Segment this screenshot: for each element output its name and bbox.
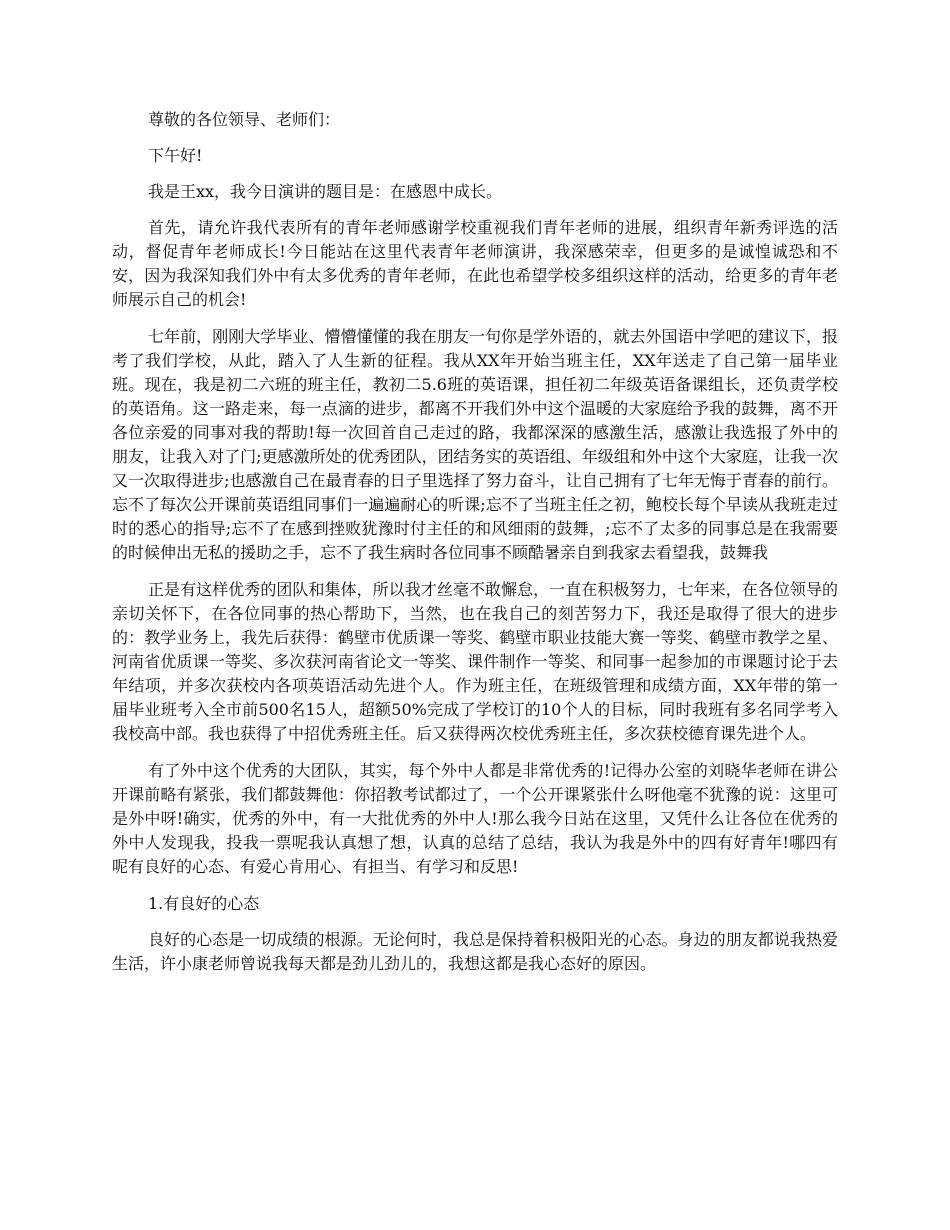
section-heading: 1.有良好的心态 — [148, 894, 260, 913]
paragraph-four-qualities: 有了外中这个优秀的大团队，其实，每个外中人都是非常优秀的!记得办公室的刘晓华老师在讲公开课前略有紧张，我们都鼓舞他：你招教考试都过了，一个公开课紧张什么呀他毫不犹豫的说：这里可是外中呀!确实，优秀的外中，有一大批优秀的外中人!那么我今日站在这里，又凭什么让各位在优秀的外中人发现我，投我一票呢我认真想了想，认真的总结了总结，我认为我是外中的四有好青年!哪四有呢有良好的心态、有爱心肯用心、有担当、有学习和反思! — [112, 761, 838, 876]
salutation: 尊敬的各位领导、老师们： — [148, 110, 341, 129]
paragraph-seven-years: 七年前，刚刚大学毕业、懵懵懂懂的我在朋友一句你是学外语的，就去外国语中学吧的建议下，报考了我们学校，从此，踏入了人生新的征程。我从XX年开始当班主任，XX年送走了自己第一届毕业班。现在，我是初二六班的班主任，教初二5.6班的英语课，担任初二年级英语备课组长，还负责学校的英语角。这一路走来，每一点滴的进步，都离不开我们外中这个温暖的大家庭给予我的鼓舞，离不开各位亲爱的同事对我的帮助!每一次回首自己走过的路，我都深深的感激生活，感激让我选报了外中的朋友，让我入对了门;更感激所处的优秀团队，团结务实的英语组、年级组和外中这个大家庭，让我一次又一次取得进步;也感激自己在最青春的日子里选择了努力奋斗，让自己拥有了七年无悔于青春的前行。忘不了每次公开课前英语组同事们一遍遍耐心的听课;忘不了当班主任之初，鲍校长每个早读从我班走过时的悉心的指导;忘不了在感到挫败犹豫时付主任的和风细雨的鼓舞，;忘不了太多的同事总是在我需要的时候伸出无私的援助之手，忘不了我生病时各位同事不顾酷暑亲自到我家去看望我，鼓舞我 — [112, 327, 838, 562]
paragraph-attitude: 良好的心态是一切成绩的根源。无论何时，我总是保持着积极阳光的心态。身边的朋友都说我热爱生活，许小康老师曾说我每天都是劲儿劲儿的，我想这都是我心态好的原因。 — [112, 930, 838, 973]
paragraph-thanks: 首先，请允许我代表所有的青年老师感谢学校重视我们青年老师的进展，组织青年新秀评选的活动，督促青年老师成长!今日能站在这里代表青年老师演讲，我深感荣幸，但更多的是诚惶诚恐和不安，因为我深知我们外中有太多优秀的青年老师，在此也希望学校多组织这样的活动，给更多的青年老师展示自己的机会! — [112, 218, 838, 309]
speech-title-line: 我是王xx，我今日演讲的题目是：在感恩中成长。 — [148, 182, 503, 201]
document-body — [112, 108, 838, 989]
greeting: 下午好! — [148, 146, 203, 165]
paragraph-achievements: 正是有这样优秀的团队和集体，所以我才丝毫不敢懈怠，一直在积极努力，七年来，在各位领导的亲切关怀下，在各位同事的热心帮助下，当然，也在我自己的刻苦努力下，我还是取得了很大的进步的：教学业务上，我先后获得：鹤壁市优质课一等奖、鹤壁市职业技能大赛一等奖、鹤壁市教学之星、河南省优质课一等奖、多次获河南省论文一等奖、课件制作一等奖、和同事一起参加的市课题讨论于去年结项，并多次获校内各项英语活动先进个人。作为班主任，在班级管理和成绩方面，XX年带的第一届毕业班考入全市前500名15人，超额50%完成了学校订的10个人的目标，同时我班有多名同学考入我校高中部。我也获得了中招优秀班主任。后又获得两次校优秀班主任，多次获校德育课先进个人。 — [112, 580, 838, 743]
